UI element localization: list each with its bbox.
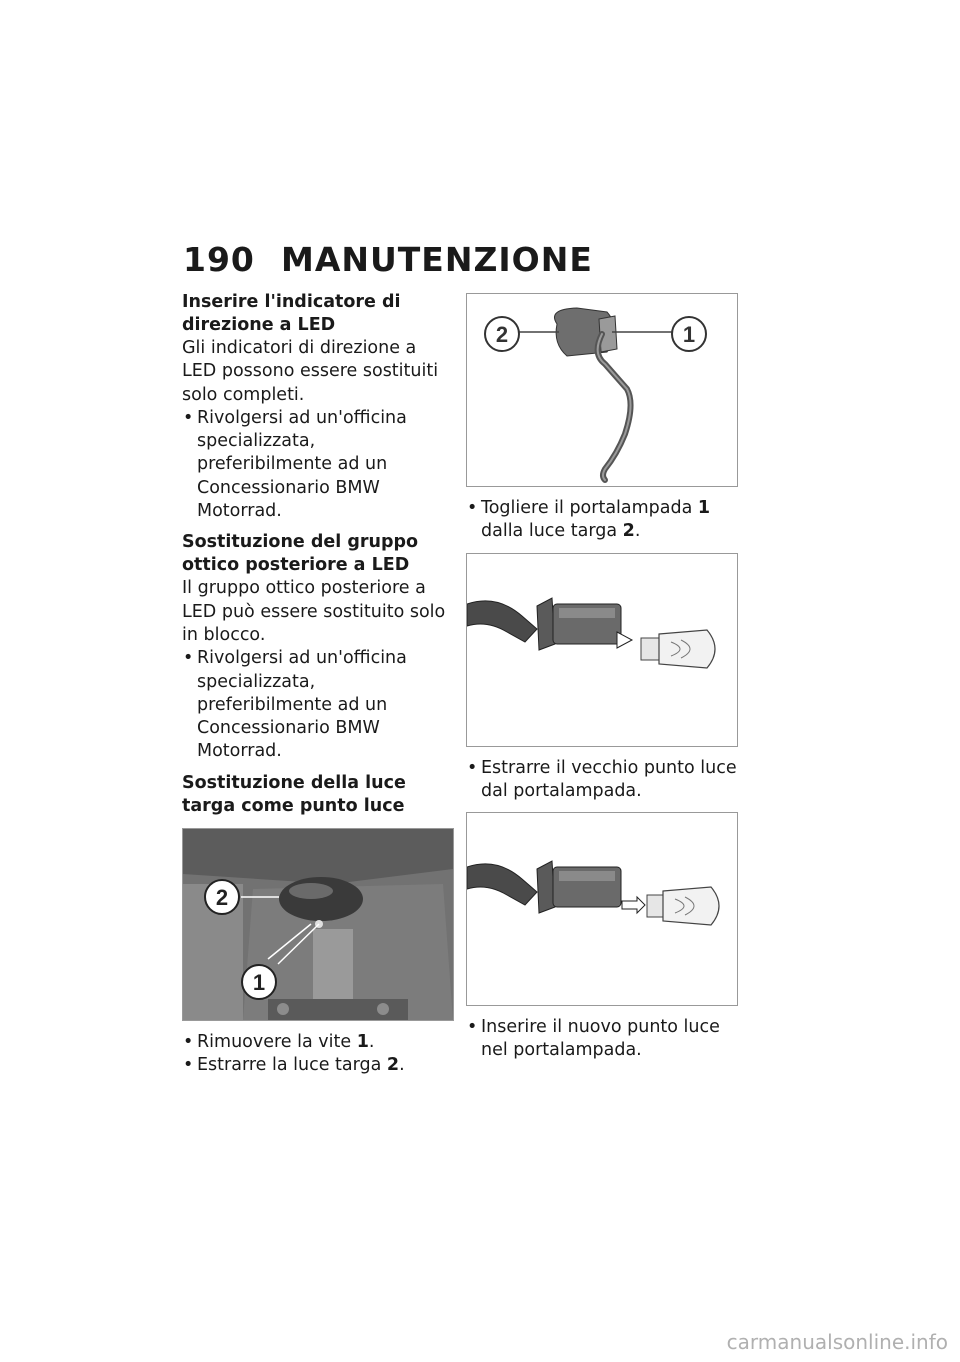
section-heading-led-indicator: Inserire l'indicatore di direzione a LED — [182, 292, 401, 335]
callout-1: 1 — [252, 969, 266, 995]
section-heading-rear-light: Sostituzione del gruppo ottico posteriore a LED — [182, 532, 419, 576]
list-item: • Rivolgersi ad un'officina specializzata, preferibilmente ad un Concessionario BMW Motorrad. — [182, 407, 454, 523]
figure-plate-light-mounted — [182, 828, 454, 1021]
list-item: • Estrarre la luce targa 2. — [182, 1054, 454, 1077]
plate-light-photo — [183, 829, 453, 1020]
list-item: • Estrarre il vecchio punto luce dal portalampada. — [466, 757, 738, 804]
list-item: • Rimuovere la vite 1. — [182, 1031, 454, 1054]
bulb-insertion-drawing — [467, 813, 737, 1005]
page-title: MANUTENZIONE — [281, 240, 593, 279]
page-number: 190 — [183, 240, 255, 279]
left-column — [182, 291, 454, 1077]
lamp-holder-drawing — [467, 294, 737, 486]
section-text-led-indicator: Gli indicatori di direzione a LED possono essere sostituiti solo completi. — [182, 338, 439, 405]
list-item: • Inserire il nuovo punto luce nel portalampada. — [466, 1016, 738, 1063]
page-header — [183, 240, 593, 279]
callout-2: 2 — [215, 884, 229, 910]
bullet-list — [466, 1016, 738, 1063]
bullet-list — [182, 647, 454, 763]
section-text-rear-light: Il gruppo ottico posteriore a LED può essere sostituito solo in blocco. — [182, 578, 446, 645]
bullet-list — [182, 407, 454, 523]
bulb-removal-drawing — [467, 554, 737, 746]
right-column — [466, 293, 738, 1063]
figure-bulb-removal — [466, 553, 738, 747]
watermark: carmanualsonline.info — [726, 1330, 948, 1354]
section-heading-plate-light: Sostituzione della luce targa come punto luce — [182, 772, 406, 816]
list-item: • Rivolgersi ad un'officina specializzata, preferibilmente ad un Concessionario BMW Motorrad. — [182, 647, 454, 763]
figure-bulb-insertion — [466, 812, 738, 1006]
figure-lamp-holder — [466, 293, 738, 487]
bullet-list — [466, 497, 738, 544]
bullet-list — [466, 757, 738, 804]
callout-2: 2 — [495, 322, 509, 347]
list-item: • Togliere il portalampada 1 dalla luce targa 2. — [466, 497, 738, 544]
callout-1: 1 — [682, 322, 696, 347]
bullet-list — [182, 1031, 454, 1078]
